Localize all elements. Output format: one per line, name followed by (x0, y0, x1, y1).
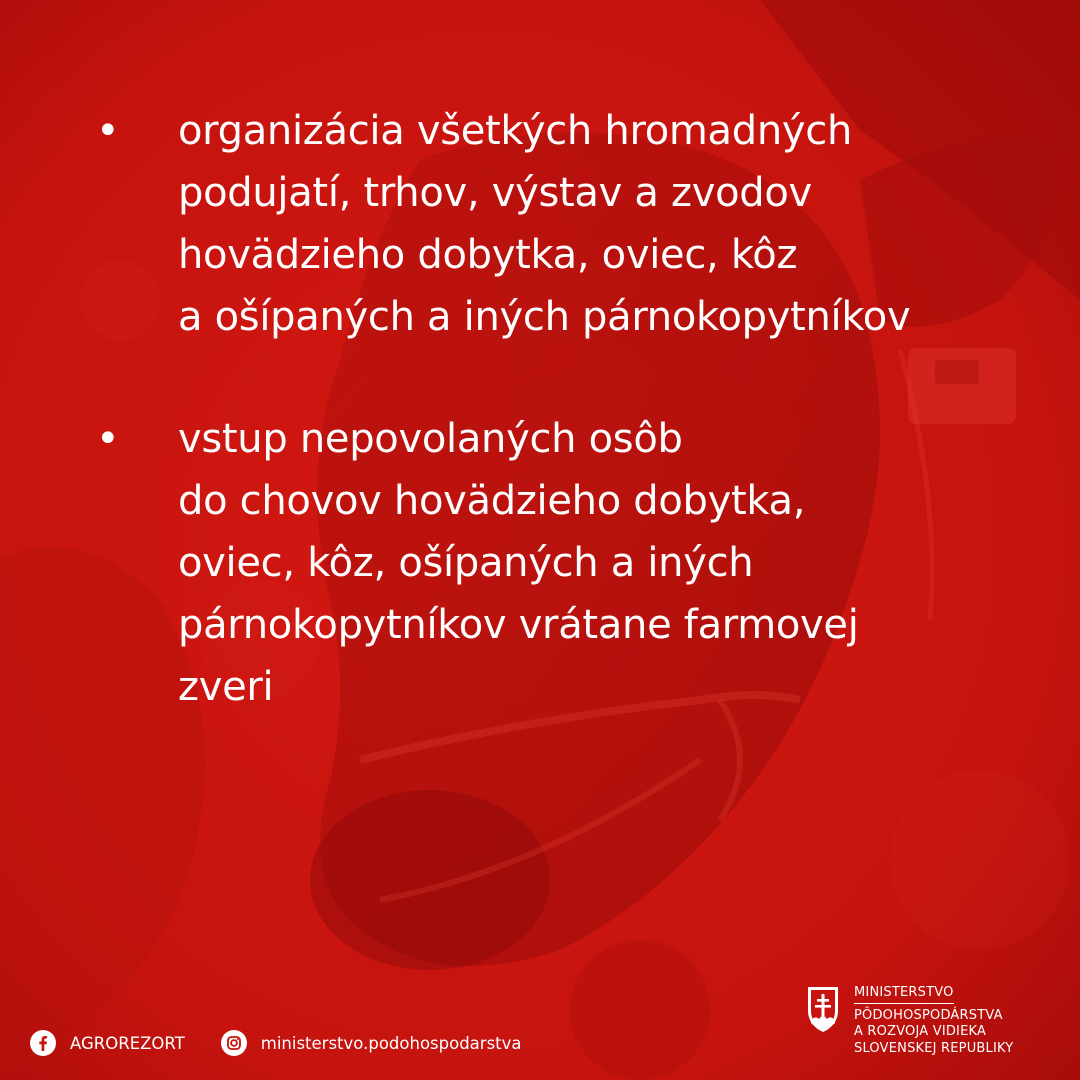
instagram-link[interactable] (221, 1030, 522, 1056)
ministry-name (854, 985, 1013, 1057)
social-footer (30, 1028, 522, 1058)
list-item-line: hovädzieho dobytka, oviec, kôz (178, 232, 798, 278)
bullet-marker: • (96, 108, 120, 154)
facebook-link[interactable] (30, 1030, 185, 1056)
list-item-line: organizácia všetkých hromadných (178, 108, 853, 154)
facebook-icon (30, 1030, 56, 1056)
facebook-label: AGROREZORT (70, 1033, 185, 1053)
instagram-label: ministerstvo.podohospodarstva (260, 1033, 522, 1053)
ministry-name-line: PÔDOHOSPODÁRSTVA (854, 1007, 1003, 1023)
list-item-line: zveri (178, 664, 274, 710)
list-item-line: podujatí, trhov, výstav a zvodov (178, 170, 812, 216)
slovak-crest-icon (806, 985, 840, 1033)
list-item-line: a ošípaných a iných párnokopytníkov (178, 294, 911, 340)
ministry-name-line: SLOVENSKEJ REPUBLIKY (854, 1040, 1014, 1056)
instagram-icon (221, 1030, 247, 1056)
list-item-text (178, 100, 1068, 348)
list-item-line: vstup nepovolaných osôb (178, 416, 683, 462)
ministry-logo (806, 985, 1066, 1060)
list-item-line: párnokopytníkov vrátane farmovej (178, 602, 859, 648)
list-item-line: oviec, kôz, ošípaných a iných (178, 540, 754, 586)
ministry-name-line: A ROZVOJA VIDIEKA (854, 1024, 987, 1039)
bullet-marker: • (96, 416, 120, 462)
ministry-name-line: MINISTERSTVO (854, 985, 954, 1004)
list-item-line: do chovov hovädzieho dobytka, (178, 478, 806, 524)
list-item-text (178, 408, 1068, 718)
